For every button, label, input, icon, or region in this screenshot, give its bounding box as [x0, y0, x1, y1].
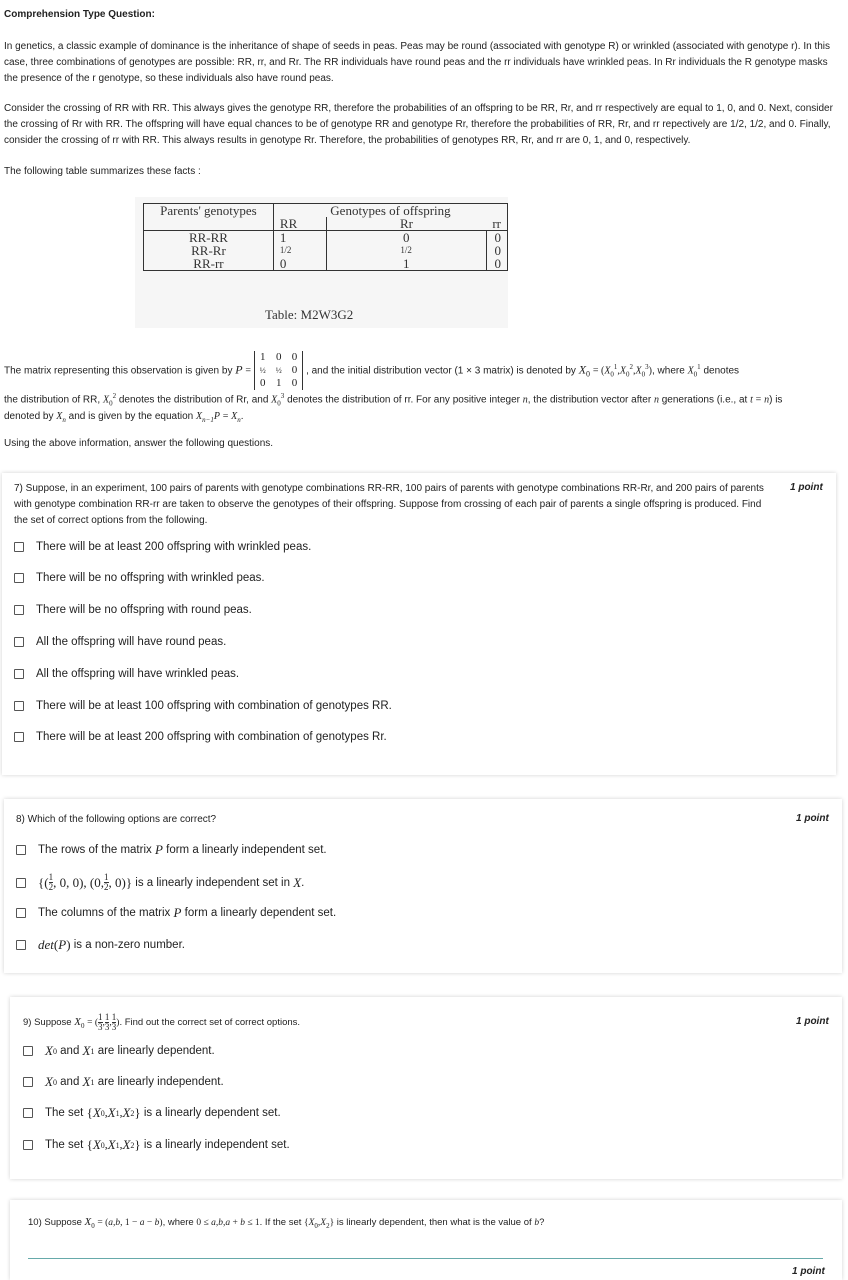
header-offspring: Genotypes of offspring [273, 204, 507, 218]
cell-Rr: 0 [326, 231, 486, 245]
q8-option-2[interactable]: {( $\frac{1}{2}$ , 0, 0), (0, $\frac{1}{2}$ , 0)} is a linearly independent set in X . [16, 873, 304, 892]
q7-option-3[interactable] [14, 604, 252, 616]
question-8-text: 8) Which of the following options are correct? [16, 814, 217, 825]
cell-rr: 0 [486, 257, 507, 271]
question-10-card [10, 1200, 842, 1280]
intro-paragraph-3: The following table summarizes these facts : [4, 166, 201, 177]
option-label: are linearly dependent. [97, 1045, 215, 1057]
checkbox[interactable] [14, 669, 24, 679]
matrix-text-denotes: denotes [703, 365, 740, 377]
question-10-text: 10) Suppose $X_0 = (a,b$, 1 − a − b), where 0 ≤ a,b,a + b ≤ 1. If the set $\{X_0,X_2\}$ is linearly dependent, then what is the value of b? [28, 1216, 545, 1230]
checkbox[interactable] [14, 732, 24, 742]
option-label: All the offspring will have round peas. [36, 636, 227, 648]
question-7-card [2, 473, 836, 775]
q10-text-a: 10) Suppose [28, 1217, 82, 1228]
text-line3a: denoted by [4, 411, 54, 423]
q7-option-2[interactable] [14, 572, 265, 584]
checkbox[interactable] [14, 701, 24, 711]
question-7-points: 1 point [790, 482, 823, 493]
checkbox[interactable] [23, 1140, 33, 1150]
checkbox[interactable] [14, 605, 24, 615]
q9-option-4[interactable]: The set { X 0 , X 1 , X 2 } is a linearly independent set. [23, 1137, 290, 1153]
question-10-points: 1 point [792, 1266, 825, 1277]
matrix-description-line2: the distribution of RR, $X_0^2$ denotes the distribution of Rr, and $X_0^3$ denotes the distribution of rr. For any positive integer n, the distribution vector after n generations (i.e., at t = n) is denoted by $X_n$ and is given by the equation $X_{n-1}P = X_n$. [4, 392, 783, 425]
question-8-card [4, 799, 842, 973]
q10-text-d: is linearly dependent, then what is the value of [336, 1217, 532, 1228]
checkbox[interactable] [14, 637, 24, 647]
option-label: and [60, 1076, 80, 1088]
page-title: Comprehension Type Question: [4, 9, 155, 20]
q9-option-3[interactable]: The set { X 0 , X 1 , X 2 } is a linearly dependent set. [23, 1105, 281, 1121]
transition-matrix: 1 0 0 ½ ½ 0 0 1 0 [254, 351, 304, 390]
matrix-text-after: , and the initial distribution vector (1 × 3 matrix) is denoted by [306, 365, 576, 377]
q9-text-a: 9) Suppose [23, 1017, 72, 1029]
option-label: form a linearly independent set. [166, 844, 327, 856]
header-parents: Parents' genotypes [144, 204, 274, 218]
cell-Rr: 1/2 [326, 244, 486, 257]
q7-option-6[interactable] [14, 700, 392, 712]
question-9-card [10, 997, 842, 1179]
text-line3b: and is given by the equation [68, 411, 194, 423]
text-line2c: denotes the distribution of rr. For any positive integer [287, 394, 520, 406]
q9-text-b: . Find out the correct set of correct options. [119, 1017, 301, 1029]
option-label: There will be at least 200 offspring with wrinkled peas. [36, 541, 312, 553]
q7-option-4[interactable] [14, 636, 226, 648]
checkbox[interactable] [14, 542, 24, 552]
q10-text-c: . If the set [259, 1217, 302, 1228]
question-9-points: 1 point [796, 1016, 829, 1027]
option-label: is a linearly independent set. [143, 1139, 290, 1151]
text-line2f: ) is [769, 394, 783, 406]
option-label: form a linearly dependent set. [184, 907, 337, 919]
intro-paragraph-1: In genetics, a classic example of dominance is the inheritance of shape of seeds in peas. Peas may be round (associated with genotype R) or wrinkled (associated with genotype r). In this case, three combinations of genotypes are possible: RR, rr, and Rr. The RR individuals have round peas and the rr individuals have wrinkled peas. In Rr individuals the R genotype masks the presence of the r genotype, so these individuals also have round peas. [4, 41, 831, 84]
option-label: All the offspring will have wrinkled peas. [36, 668, 240, 680]
q9-option-1[interactable]: X 0 and X 1 are linearly dependent. [23, 1043, 215, 1059]
table-caption: Table: M2W3G2 [265, 307, 354, 322]
text-line2a: the distribution of RR, [4, 394, 101, 406]
q10-answer-input[interactable] [28, 1258, 823, 1259]
option-label: The set [45, 1139, 84, 1151]
genotype-table [143, 203, 508, 271]
checkbox[interactable] [16, 878, 26, 888]
text-line2b: denotes the distribution of Rr, and [118, 394, 269, 406]
cell-RR: 1/2 [273, 244, 326, 257]
option-label: The set [45, 1107, 84, 1119]
question-9-text: 9) Suppose $X_0$ = ( $\frac{1}{3}$ , $\frac{1}{3}$ , $\frac{1}{3}$ ). Find out the correct set of correct options. [23, 1012, 301, 1032]
checkbox[interactable] [14, 573, 24, 583]
subheader-Rr: Rr [326, 217, 486, 231]
checkbox[interactable] [23, 1046, 33, 1056]
checkbox[interactable] [23, 1077, 33, 1087]
intro-paragraph-2: Consider the crossing of RR with RR. This always gives the genotype RR, therefore the probabilities of an offspring to be RR, Rr, and rr respectively are equal to 1, 0, and 0. Next, consider the crossing of Rr with RR. The offspring will have equal chances to be of genotype RR and genotype Rr, therefore the probabilities of RR, Rr, and rr repectively are 1/2, 1/2, and 0. Finally, consider the crossing of rr with RR. This always results in genotype Rr. Therefore, the probabilities of genotypes RR, Rr, and rr are 0, 1, and 0, respectively. [4, 103, 833, 146]
using-text: Using the above information, answer the following questions. [4, 438, 274, 449]
text-line2e: generations (i.e., at [661, 394, 748, 406]
checkbox[interactable] [16, 940, 26, 950]
row-parents: RR-RR [144, 231, 274, 245]
matrix-text-before: The matrix representing this observation is given by [4, 365, 233, 377]
q9-option-2[interactable]: X 0 and X 1 are linearly independent. [23, 1074, 224, 1090]
genotype-table-figure [135, 197, 508, 328]
option-label: The rows of the matrix [38, 844, 152, 856]
cell-RR: 1 [273, 231, 326, 245]
q7-option-1[interactable] [14, 541, 311, 553]
text-line2d: , the distribution vector after [527, 394, 652, 406]
option-label: is a linearly independent set in [135, 876, 290, 889]
question-7-text: 7) Suppose, in an experiment, 100 pairs of parents with genotype combinations RR-RR, 100 pairs of parents with genotype combinations RR-Rr, and 200 pairs of parents with genotype combination RR-rr are taken to observe the genotypes of their offspring. Suppose from crossing of each pair of parents a single offspring is produced. Find the set of correct options from the following. [14, 483, 764, 526]
option-label: There will be no offspring with wrinkled peas. [36, 572, 265, 584]
q8-option-1[interactable]: The rows of the matrix P form a linearly independent set. [16, 842, 327, 858]
option-label: is a non-zero number. [73, 939, 185, 951]
option-label: There will be at least 100 offspring with combination of genotypes RR. [36, 700, 392, 712]
q8-option-4[interactable]: det ( P ) is a non-zero number. [16, 937, 185, 953]
checkbox[interactable] [16, 845, 26, 855]
cell-Rr: 1 [326, 257, 486, 271]
matrix-text-where: , where [651, 365, 685, 377]
q7-option-5[interactable] [14, 668, 239, 680]
checkbox[interactable] [16, 908, 26, 918]
subheader-RR: RR [273, 217, 326, 231]
cell-rr: 0 [486, 244, 507, 257]
option-label: There will be no offspring with round peas. [36, 604, 252, 616]
row-parents: RR-rr [144, 257, 274, 271]
checkbox[interactable] [23, 1108, 33, 1118]
option-label: The columns of the matrix [38, 907, 171, 919]
row-parents: RR-Rr [144, 244, 274, 257]
option-label: and [60, 1045, 80, 1057]
question-8-points: 1 point [796, 813, 829, 824]
cell-rr: 0 [486, 231, 507, 245]
q10-text-b: , where [162, 1217, 194, 1228]
q8-option-3[interactable]: The columns of the matrix P form a linearly dependent set. [16, 905, 336, 921]
cell-RR: 0 [273, 257, 326, 271]
q7-option-7[interactable] [14, 731, 387, 743]
matrix-description: The matrix representing this observation is given by P = 1 0 0 ½ ½ 0 0 1 0 , and the initial distribution vector (1 × 3 matrix) is denoted by $X_0 = (X_0^1,X_0^2,X_0^3)$, where $X_0^1$ denotes [4, 351, 740, 390]
option-label: is a linearly dependent set. [143, 1107, 281, 1119]
subheader-rr: rr [486, 217, 507, 231]
option-label: are linearly independent. [97, 1076, 224, 1088]
option-label: There will be at least 200 offspring with combination of genotypes Rr. [36, 731, 387, 743]
